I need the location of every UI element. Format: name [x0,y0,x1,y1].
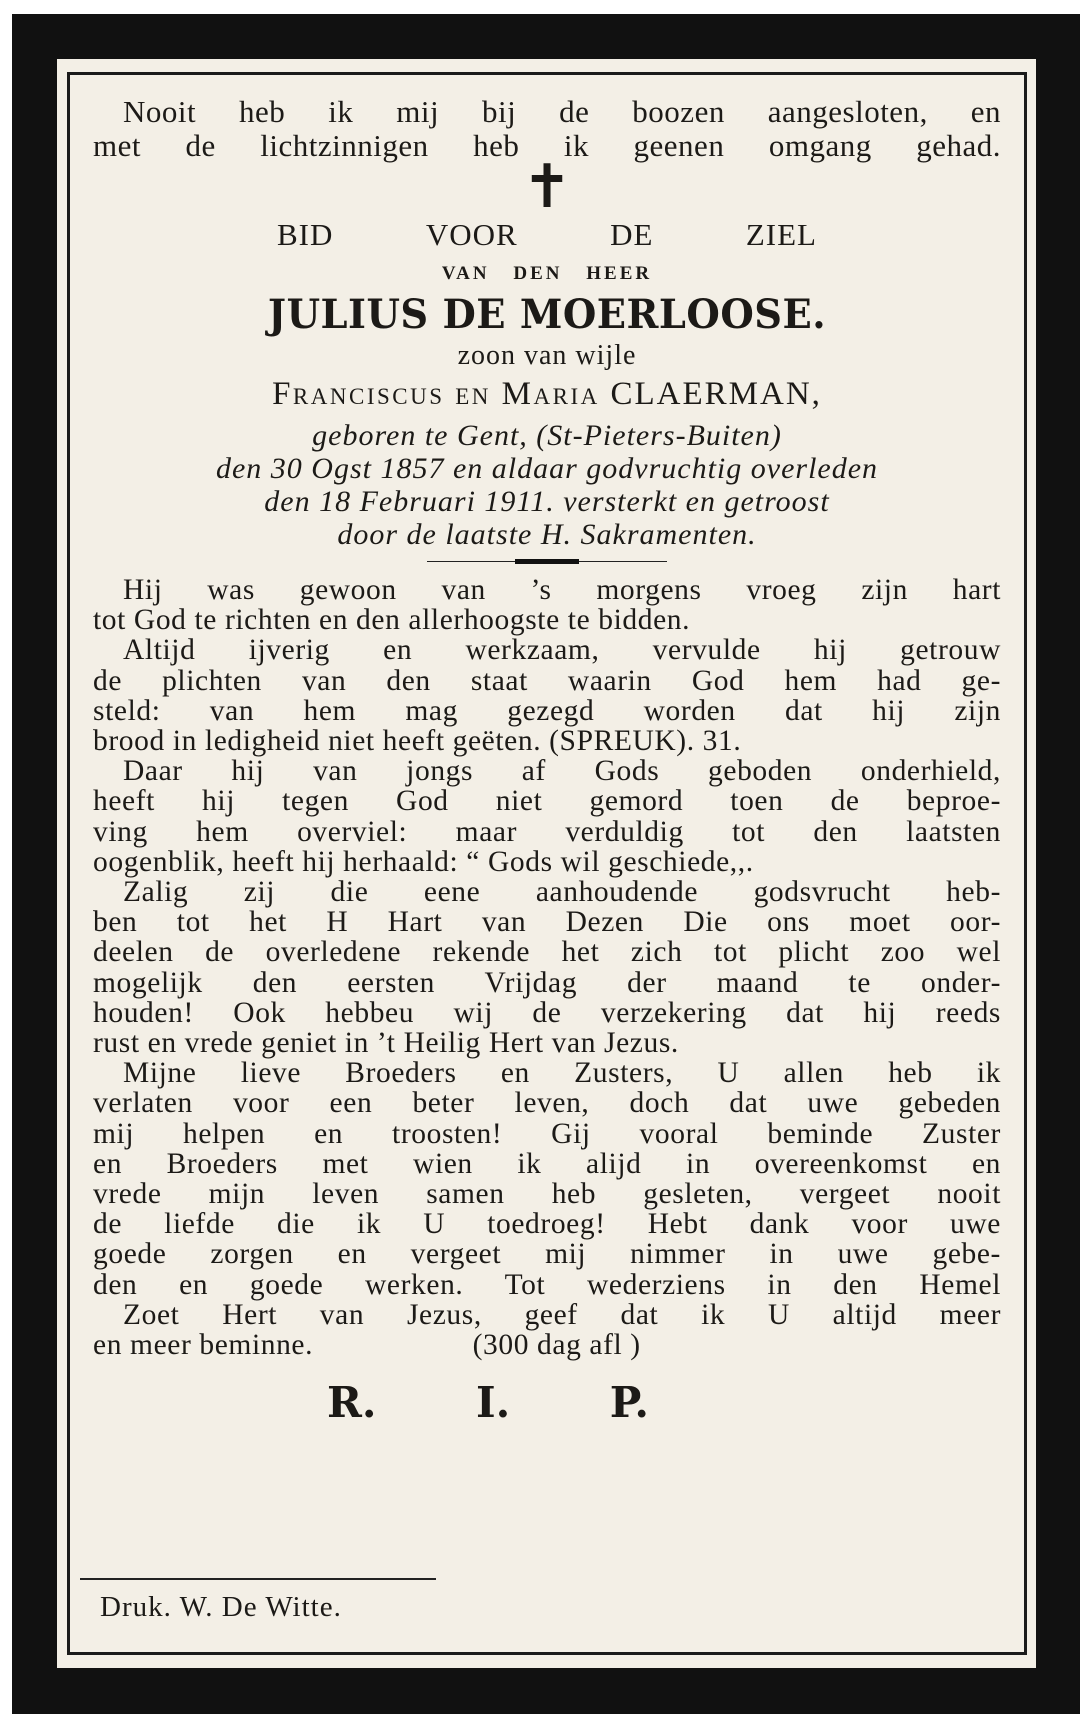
prayer-word: BID [277,217,334,252]
biography-line: Hij was gewoon van ’s morgens vroeg zijn hart [123,574,1001,606]
memorial-card [12,14,1080,1714]
son-of: zoon van wijle [457,340,637,371]
divider-thick-bar [515,559,579,564]
biography-line: Daar hij van jongs af Gods geboden onderhield, [123,755,1001,788]
biography-line: en Broeders met wien ik alijd in overeenkomst en [93,1147,1001,1180]
biography-line: Mijne lieve Broeders en Zusters, U allen heb ik [123,1057,1001,1090]
biography-line: oogenblik, heeft hij herhaald: “ Gods wil geschiede,,. [93,845,754,878]
printer-rule [80,1578,436,1580]
biography-line: ben tot het H Hart van Dezen Die ons moet oor- [93,906,1001,939]
biography-line: de plichten van den staat waarin God hem had ge- [93,664,1001,697]
biography-line: vrede mijn leven samen heb gesleten, vergeet nooit [93,1178,1001,1211]
biography-line: den en goede werken. Tot wederziens in den Hemel [93,1268,1001,1301]
biography-line: tot God te richten en den allerhoogste te bidden. [93,604,691,637]
biography-line: steld: van hem mag gezegd worden dat hij zijn [93,694,1001,727]
cross-icon: ✝ [521,152,573,222]
biography-line: rust en vrede geniet in ’t Heilig Hert van Jezus. [93,1027,679,1060]
birth-death-details [93,419,1001,551]
epigraph-line: Nooit heb ik mij bij de boozen aangesloten, en [123,94,1001,129]
prayer-word: ZIEL [745,217,817,252]
biography-line: mogelijk den eersten Vrijdag der maand te onder- [93,966,1001,999]
biography-line: houden! Ook hebbeu wij de verzekering dat hij reeds [93,996,1001,1029]
parents [93,376,1001,413]
biography-line: ving hem overviel: maar verduldig tot den laatsten [93,815,1001,848]
card-content [93,95,1001,1427]
ornamental-divider [427,555,667,569]
biography-line: en meer beminne. (300 dag afl ) [93,1329,641,1362]
birth-death-line: den 18 Februari 1911. versterkt en getroost [264,485,830,518]
biography-line: deelen de overledene rekende het zich tot plicht zoo wel [93,936,1001,969]
biography-line: Zoet Hert van Jezus, geef dat ik U altijd meer [123,1298,1001,1331]
birth-death-line: den 30 Ogst 1857 en aldaar godvruchtig overleden [215,452,879,485]
deceased-name: JULIUS DE MOERLOOSE. [267,291,827,338]
biography-line: de liefde die ik U toedroeg! Hebt dank voor uwe [93,1208,1001,1241]
parents-first-names: Franciscus en Maria [272,376,611,412]
rip-letter: R. [327,1378,377,1428]
biography-line: goede zorgen en vergeet mij nimmer in uwe gebe- [93,1238,1001,1271]
rip [327,1378,649,1427]
prayer-heading [277,217,817,253]
prayer-word: DE [610,217,654,252]
parents-surname: CLAERMAN, [610,376,822,412]
birth-death-line: geboren te Gent, (St-Pieters-Buiten) [312,419,782,452]
biography-line: Altijd ijverig en werkzaam, vervulde hij getrouw [123,634,1001,667]
epigraph-line: met de lichtzinnigen heb ik geenen omgang gehad. [93,128,1001,163]
biography-line: verlaten voor een beter leven, doch dat uwe gebeden [93,1087,1001,1120]
biography-line: mij helpen en troosten! Gij vooral beminde Zuster [93,1117,1001,1150]
biography-line: heeft hij tegen God niet gemord toen de beproe- [93,785,1001,818]
card-paper [57,59,1036,1668]
biography-line: Zalig zij die eene aanhoudende godsvrucht heb- [123,876,1001,909]
van-den-heer: VAN DEN HEER [441,263,653,284]
birth-death-line: door de laatste H. Sakramenten. [337,518,757,551]
rip-letter: I. [475,1378,511,1428]
biography-line: brood in ledigheid niet heeft geëten. (SPREUK). 31. [93,725,742,758]
card-inner-frame [67,72,1027,1655]
printer-credit: Druk. W. De Witte. [100,1591,342,1623]
biography-text [93,575,1001,1360]
rip-letter: P. [609,1378,649,1428]
prayer-word: VOOR [425,217,518,252]
